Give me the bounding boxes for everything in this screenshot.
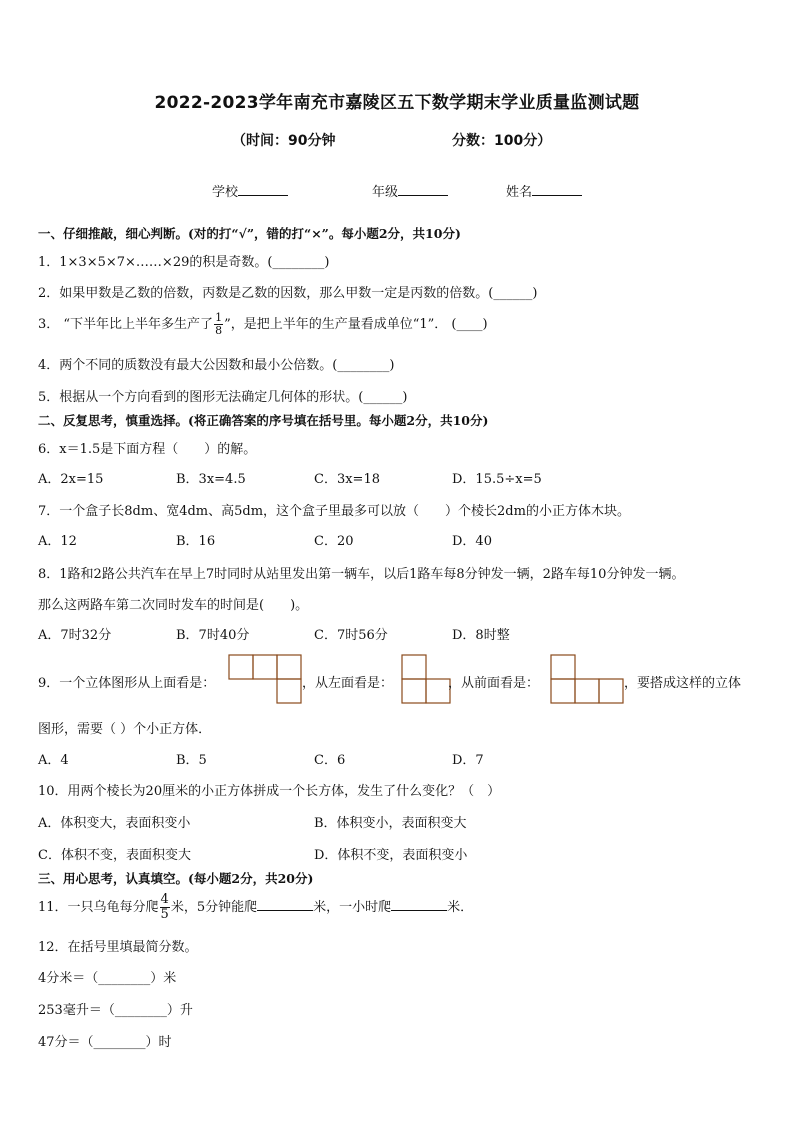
answer-blank[interactable] bbox=[391, 910, 447, 911]
section-2-heading: 二、反复思考，慎重选择。(将正确答案的序号填在括号里。每小题2分，共10分) bbox=[38, 413, 489, 428]
q11-mid2: 米，一小时爬 bbox=[313, 900, 392, 915]
q7-option-a[interactable]: A．12 bbox=[38, 534, 77, 549]
school-field[interactable] bbox=[212, 181, 288, 200]
fraction: $\frac{4}{5}$ bbox=[160, 892, 169, 922]
q11-mid: 米，5分钟能爬 bbox=[170, 900, 258, 915]
question-5: 5．根据从一个方向看到的图形无法确定几何体的形状。(______) bbox=[38, 390, 408, 405]
q9-part1: 9．一个立体图形从上面看是： bbox=[38, 676, 216, 691]
q9-option-b[interactable]: B．5 bbox=[176, 753, 207, 768]
front-view-diagram bbox=[550, 654, 626, 706]
cube-square bbox=[551, 655, 575, 679]
q10-option-b[interactable]: B．体积变小，表面积变大 bbox=[314, 816, 467, 831]
q8-option-c[interactable]: C．7时56分 bbox=[314, 628, 388, 643]
question-3-pre: 3． “下半年比上半年多生产了 bbox=[38, 317, 214, 332]
q10-option-a[interactable]: A．体积变大，表面积变小 bbox=[38, 816, 191, 831]
q8-option-b[interactable]: B．7时40分 bbox=[176, 628, 250, 643]
cube-square bbox=[229, 655, 253, 679]
fraction: $\frac{1}{8}$ bbox=[215, 311, 223, 337]
question-1: 1．1×3×5×7×……×29的积是奇数。(________) bbox=[38, 255, 330, 270]
q8-option-d[interactable]: D．8时整 bbox=[452, 628, 510, 643]
q9-option-d[interactable]: D．7 bbox=[452, 753, 484, 768]
name-label: 姓名 bbox=[506, 185, 533, 200]
left-view-diagram bbox=[401, 654, 453, 706]
question-2: 2．如果甲数是乙数的倍数，丙数是乙数的因数，那么甲数一定是丙数的倍数。(______) bbox=[38, 286, 538, 301]
cube-square bbox=[599, 679, 623, 703]
q9-part4: ，要搭成这样的立体 bbox=[624, 676, 742, 691]
cube-square bbox=[551, 679, 575, 703]
top-view-diagram bbox=[228, 654, 304, 706]
grade-field[interactable] bbox=[372, 181, 448, 200]
q7-option-b[interactable]: B．16 bbox=[176, 534, 216, 549]
q12-line-3: 47分＝（________）时 bbox=[38, 1035, 172, 1050]
cube-square bbox=[426, 679, 450, 703]
question-4: 4．两个不同的质数没有最大公因数和最小公倍数。(________) bbox=[38, 358, 395, 373]
question-3-post: ”，是把上半年的生产量看成单位“1”． (____) bbox=[224, 317, 488, 332]
cube-square bbox=[277, 679, 301, 703]
page-title: 2022-2023学年南充市嘉陵区五下数学期末学业质量监测试题 bbox=[154, 93, 640, 113]
question-11 bbox=[38, 893, 473, 922]
section-3-heading: 三、用心思考，认真填空。(每小题2分，共20分) bbox=[38, 871, 314, 886]
school-label: 学校 bbox=[212, 185, 239, 200]
q10-option-d[interactable]: D．体积不变，表面积变小 bbox=[314, 848, 468, 863]
q6-option-b[interactable]: B．3x=4.5 bbox=[176, 472, 246, 487]
q12-line-2: 253毫升＝（________）升 bbox=[38, 1003, 193, 1018]
cube-square bbox=[402, 679, 426, 703]
q8-option-a[interactable]: A．7时32分 bbox=[38, 628, 112, 643]
q12-line-1: 4分米＝（________）米 bbox=[38, 971, 177, 986]
question-3 bbox=[38, 312, 488, 337]
q7-option-c[interactable]: C．20 bbox=[314, 534, 354, 549]
q9-option-a[interactable]: A．4 bbox=[38, 753, 69, 768]
q6-option-d[interactable]: D．15.5÷x=5 bbox=[452, 472, 542, 487]
question-6: 6．x＝1.5是下面方程（ ）的解。 bbox=[38, 442, 257, 457]
q7-option-d[interactable]: D．40 bbox=[452, 534, 492, 549]
cube-square bbox=[575, 679, 599, 703]
q9-option-c[interactable]: C．6 bbox=[314, 753, 346, 768]
q10-option-c[interactable]: C．体积不变，表面积变大 bbox=[38, 848, 191, 863]
question-12: 12．在括号里填最简分数。 bbox=[38, 940, 198, 955]
name-field[interactable] bbox=[506, 181, 582, 200]
q11-pre: 11．一只乌龟每分爬 bbox=[38, 900, 159, 915]
answer-blank[interactable] bbox=[257, 910, 313, 911]
cube-square bbox=[253, 655, 277, 679]
cube-square bbox=[402, 655, 426, 679]
q6-option-a[interactable]: A．2x=15 bbox=[38, 472, 104, 487]
section-1-heading: 一、仔细推敲，细心判断。(对的打“√”，错的打“×”。每小题2分，共10分) bbox=[38, 226, 461, 241]
exam-score: 分数：100分） bbox=[452, 133, 552, 149]
q9-part2: ，从左面看是： bbox=[302, 676, 394, 691]
q6-option-c[interactable]: C．3x=18 bbox=[314, 472, 380, 487]
question-8-line2: 那么这两路车第二次同时发车的时间是( )。 bbox=[38, 598, 309, 613]
q9-line2: 图形，需要（ ）个小正方体． bbox=[38, 722, 212, 737]
exam-time: （时间：90分钟 bbox=[232, 133, 336, 149]
q11-end: 米． bbox=[447, 900, 474, 915]
question-8-line1: 8．1路和2路公共汽车在早上7时同时从站里发出第一辆车，以后1路车每8分钟发一辆，2路车每10分钟发一辆。 bbox=[38, 567, 685, 582]
grade-label: 年级 bbox=[372, 185, 399, 200]
question-10: 10．用两个棱长为20厘米的小正方体拼成一个长方体，发生了什么变化？（ ） bbox=[38, 784, 501, 799]
question-7: 7．一个盒子长8dm、宽4dm、高5dm，这个盒子里最多可以放（ ）个棱长2dm的小正方体木块。 bbox=[38, 504, 630, 519]
q9-part3: ，从前面看是： bbox=[448, 676, 540, 691]
cube-square bbox=[277, 655, 301, 679]
